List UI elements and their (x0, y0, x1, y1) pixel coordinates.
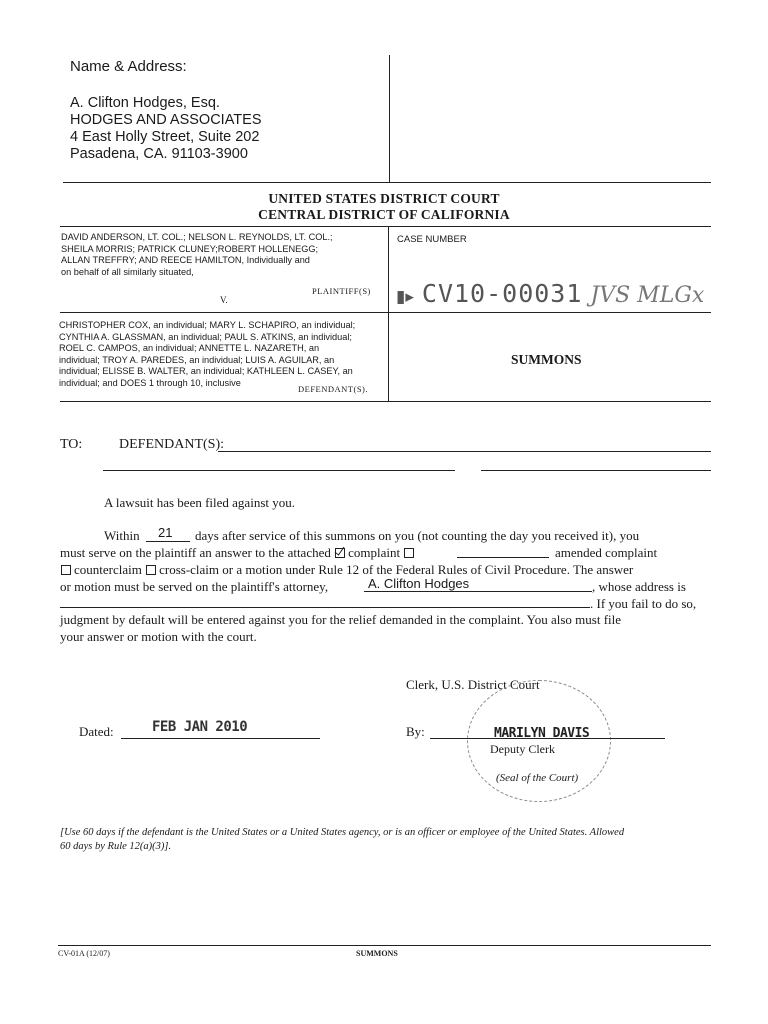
crossclaim-checkbox[interactable] (146, 565, 156, 575)
defendants-line-3[interactable] (481, 470, 711, 471)
address-suffix: , whose address is (592, 579, 686, 594)
court-name: UNITED STATES DISTRICT COURT (268, 191, 500, 206)
footer-title: SUMMONS (356, 949, 398, 958)
defendants-list (59, 320, 355, 390)
attorney-firm: HODGES AND ASSOCIATES (70, 112, 262, 128)
name-address-label: Name & Address: (70, 58, 187, 75)
p2-start: must serve on the plaintiff an answer to the attached (60, 545, 331, 560)
amended-complaint-label: amended complaint (555, 545, 658, 560)
clerk-label: Clerk, U.S. District Court (406, 677, 540, 692)
footer-rule (58, 945, 711, 946)
days-value: 21 (158, 525, 173, 540)
case-judge-initials: JVS MLGx (590, 283, 705, 308)
defendants-line-2[interactable] (103, 470, 455, 471)
amended-checkbox[interactable] (404, 548, 414, 558)
court-district: CENTRAL DISTRICT OF CALIFORNIA (258, 207, 510, 222)
address-line (60, 607, 590, 608)
defendant-line: CYNTHIA A. GLASSMAN, an individual; PAUL S. ATKINS, an individual; (59, 331, 352, 342)
dated-label: Dated: (79, 724, 114, 739)
paragraph-line-2 (60, 544, 417, 561)
paragraph-line-6: judgment by default will be entered against you for the relief demanded in the complaint. You also must file (60, 612, 622, 627)
to-label: TO: (60, 437, 83, 452)
within-label: Within (104, 528, 140, 543)
attorney-name-value: A. Clifton Hodges (368, 576, 470, 591)
defendant-line: individual; and DOES 1 through 10, inclusive (59, 377, 241, 388)
court-rule (60, 226, 711, 227)
date-stamp: FEB JAN 2010 (152, 719, 248, 735)
document-title: SUMMONS (511, 352, 582, 367)
plaintiff-label: PLAINTIFF(S) (312, 286, 371, 296)
by-label: By: (406, 724, 425, 739)
clerk-signature: MARILYN DAVIS (494, 726, 590, 741)
plaintiffs-list (61, 232, 333, 278)
p3-rest: cross-claim or a motion under Rule 12 of the Federal Rules of Civil Procedure. The answer (159, 562, 634, 577)
defendant-line: individual; ELISSE B. WALTER, an individual; KATHLEEN L. CASEY, an (59, 366, 353, 377)
note-line-1: [Use 60 days if the defendant is the United States or a United States agency, or is an officer or employee of the United States. Allowed (60, 827, 625, 838)
case-number-label: CASE NUMBER (397, 234, 467, 245)
caption-divider (388, 226, 389, 402)
caption-bottomrule (60, 401, 711, 402)
defendants-line-1[interactable] (218, 451, 711, 452)
plaintiff-line: ALLAN TREFFRY; AND REECE HAMILTON, Individually and (61, 255, 310, 266)
defendants-label: DEFENDANT(S): (119, 437, 224, 452)
defendant-line: ROEL C. CAMPOS, an individual; ANNETTE L. NAZARETH, an (59, 343, 320, 354)
case-number-stamp (396, 279, 704, 308)
defendant-label: DEFENDANT(S). (298, 384, 369, 394)
case-number: CV10-00031 (421, 279, 583, 308)
note-line-2: 60 days by Rule 12(a)(3)]. (60, 841, 172, 852)
amended-blank (457, 557, 549, 558)
header-rule (63, 182, 711, 183)
defendant-line: individual; TROY A. PAREDES, an individual; LUIS A. AGUILAR, an (59, 354, 335, 365)
attorney-line (364, 591, 592, 592)
attorney-street: 4 East Holly Street, Suite 202 (70, 129, 260, 145)
paragraph-line-7: your answer or motion with the court. (60, 629, 257, 644)
days-line (146, 541, 190, 542)
fail-text: . If you fail to do so, (590, 596, 697, 611)
complaint-label: complaint (348, 545, 401, 560)
attorney-name: A. Clifton Hodges, Esq. (70, 95, 220, 111)
counterclaim-checkbox[interactable] (61, 565, 71, 575)
complaint-checkbox[interactable] (335, 548, 345, 558)
versus: V. (220, 295, 228, 305)
plaintiff-line: on behalf of all similarly situated, (61, 266, 194, 277)
plaintiff-line: DAVID ANDERSON, LT. COL.; NELSON L. REYNOLDS, LT. COL.; (61, 232, 333, 242)
seal-label: (Seal of the Court) (496, 772, 579, 784)
lawsuit-filed-text: A lawsuit has been filed against you. (104, 495, 295, 510)
header-divider (389, 55, 390, 182)
plaintiff-line: SHEILA MORRIS; PATRICK CLUNEY;ROBERT HOLLENEGG; (61, 243, 319, 254)
form-id: CV-01A (12/07) (58, 949, 110, 958)
paragraph-line-4: or motion must be served on the plaintiff's attorney, (60, 579, 329, 594)
deputy-clerk-label: Deputy Clerk (490, 742, 555, 756)
stamp-mark-icon: ▮▸ (396, 287, 414, 306)
defendant-line: CHRISTOPHER COX, an individual; MARY L. SCHAPIRO, an individual; (59, 320, 356, 330)
caption-midrule (60, 312, 711, 313)
attorney-city: Pasadena, CA. 91103-3900 (70, 146, 248, 162)
counterclaim-label: counterclaim (74, 562, 142, 577)
paragraph-line-1: days after service of this summons on you (not counting the day you received it), you (195, 528, 640, 543)
date-line (121, 738, 320, 739)
paragraph-line-3 (60, 561, 633, 578)
